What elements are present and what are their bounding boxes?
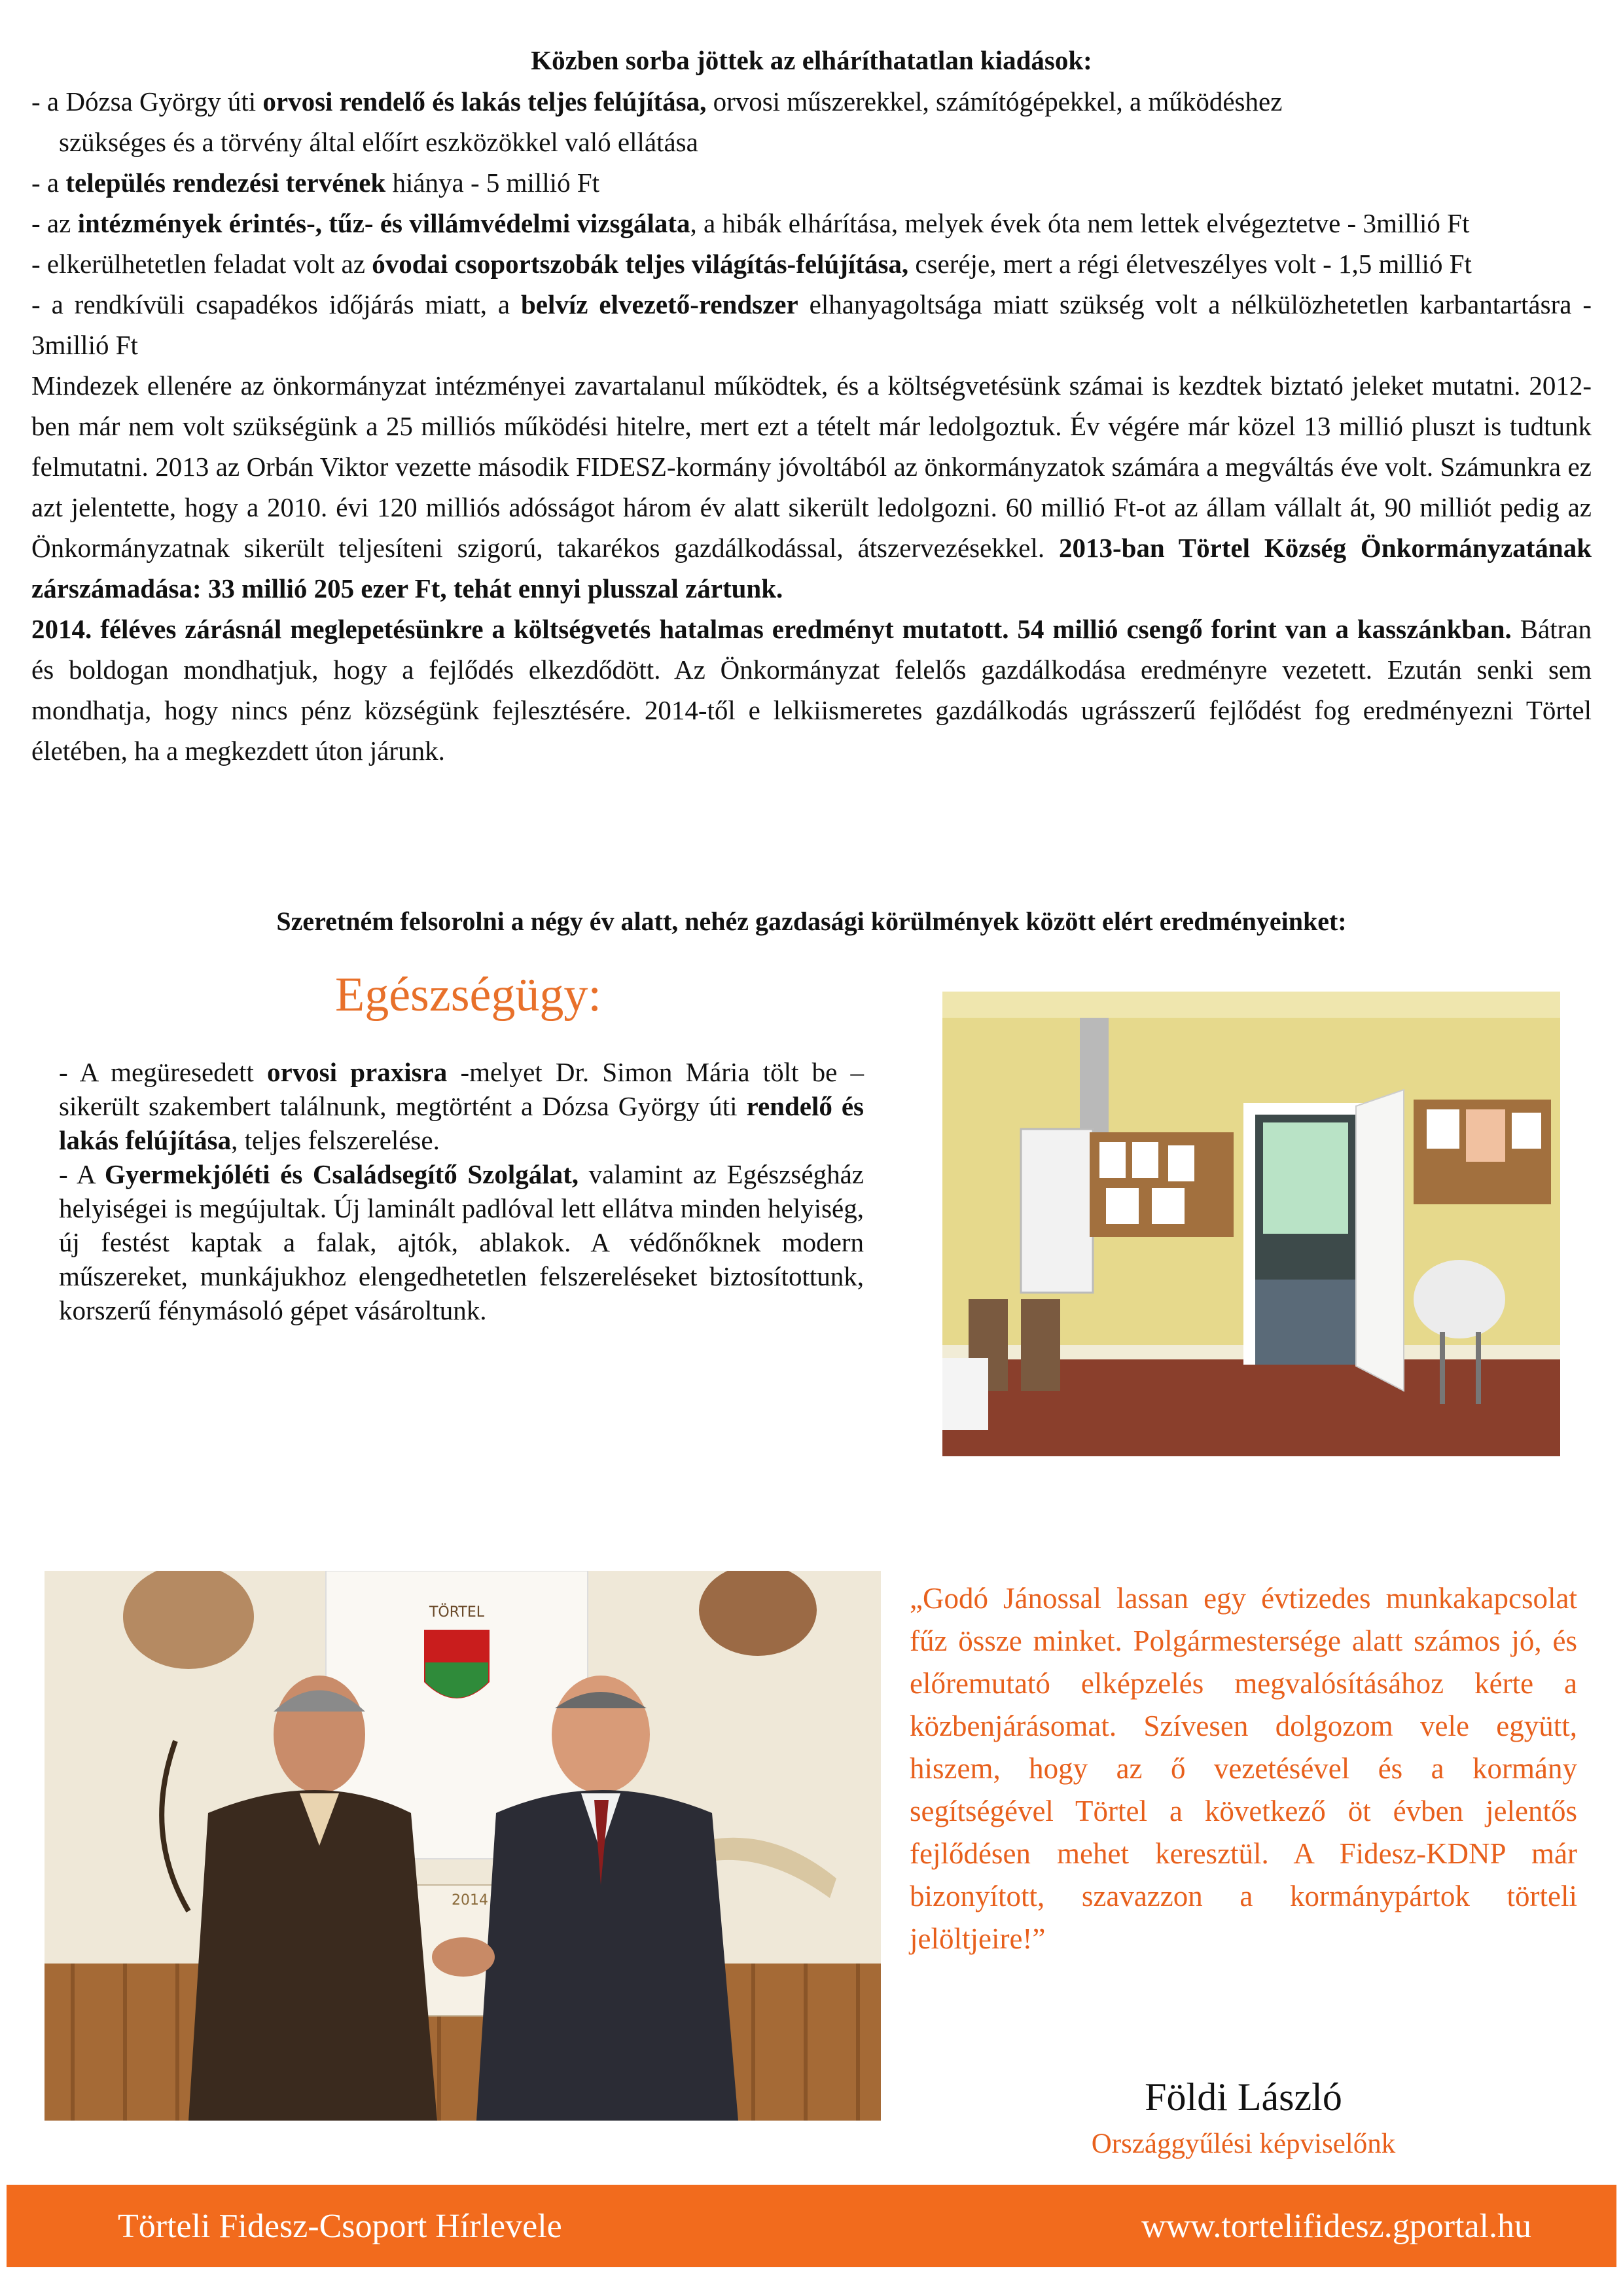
expense-item-safety: - az intézmények érintés-, tűz- és villámvédelmi vizsgálata, a hibák elhárítása, melyek évek óta nem lettek elvégeztetve - 3millió Ft (31, 208, 1470, 238)
calendar-year: 2014 (452, 1892, 488, 1909)
health-item-practice: - A megüresedett orvosi praxisra -melyet Dr. Simon Mária tölt be – sikerült szakembert találnunk, megtörtént a Dózsa György úti rendelő és lakás felújítása, teljes felszerelése. (59, 1057, 864, 1155)
expense-item-lighting: - elkerülhetetlen feladat volt az óvodai csoportszobák teljes világítás-felújítása, cseréje, mert a régi életveszélyes volt - 1,5 millió Ft (31, 249, 1472, 279)
health-text (59, 1055, 864, 1327)
intro-text (31, 81, 1592, 771)
expense-item-plan: - a település rendezési tervének hiánya - 5 millió Ft (31, 168, 600, 198)
expense-item-clinic-cont: szükséges és a törvény által előírt eszközökkel való ellátása (59, 127, 698, 157)
handshake-photo (45, 1571, 881, 2121)
budget-paragraph: Mindezek ellenére az önkormányzat intézményei zavartalanul működtek, és a költségvetésünk számai is kezdtek biztató jeleket mutatni. 2012-ben már nem volt szükségünk a 25 milliós működési hitelre, mert ezt a tételt már ledolgoztuk. Év végére már közel 13 millió pluszt is tudtunk felmutatni. 2013 az Orbán Viktor vezette második FIDESZ-kormány jóvoltából az önkormányzatok számára a megváltás éve volt. Számunkra ez azt jelentette, hogy a 2010. évi 120 milliós adósságot három év alatt sikerült ledolgozni. 60 millió Ft-ot az állam vállalt át, 90 milliót pedig az Önkormányzatnak sikerült teljesíteni szigorú, takarékos gazdálkodással, átszervezésekkel. 2013-ban Törtel Község Önkormányzatának zárszámadása: 33 millió 205 ezer Ft, tehát ennyi plusszal zártunk. (31, 370, 1592, 603)
banner-text: TÖRTEL (429, 1604, 485, 1621)
website-link[interactable]: www.tortelifidesz.gportal.hu (1141, 2208, 1531, 2245)
health-item-services: - A Gyermekjóléti és Családsegítő Szolgálat, valamint az Egészségház helyiségei is megújultak. Új laminált padlóval lett ellátva minden helyiség, új festést kaptak a falak, ajtók, ablakok. A védőnőknek modern műszereket, munkájukhoz elengedhetetlen felszereléseket biztosítottunk, korszerű fénymásoló gépet vásároltunk. (59, 1159, 864, 1325)
expense-item-drainage: - a rendkívüli csapadékos időjárás miatt, a belvíz elvezető-rendszer elhanyagoltsága miatt szükség volt a nélkülözhetetlen karbantartásra - 3millió Ft (31, 289, 1592, 360)
newsletter-title: Törteli Fidesz-Csoport Hírlevele (118, 2208, 562, 2245)
endorsement-quote: „Godó Jánossal lassan egy évtizedes munkakapcsolat fűz össze minket. Polgármestersége alatt számos jó, és előremutató elképzelés megvalósításához kérte a közbenjárásomat. Szívesen dolgozom vele együtt, hiszem, hogy az ő vezetésével és a kormány segítségével Törtel a következő öt évben jelentős fejlődésen mehet keresztül. A Fidesz-KDNP már bizonyított, szavazzon a kormánypártok törteli jelöltjeire!” (910, 1582, 1577, 1955)
intro-heading: Közben sorba jöttek az elháríthatatlan kiadások: (531, 45, 1092, 75)
expense-item-clinic: - a Dózsa György úti orvosi rendelő és lakás teljes felújítása, orvosi műszerekkel, számítógépekkel, a működéshez (31, 86, 1283, 117)
result-paragraph: 2014. féléves zárásnál meglepetésünkre a költségvetés hatalmas eredményt mutatott. 54 millió csengő forint van a kasszánkban. Bátran és boldogan mondhatjuk, hogy a fejlődés elkezdődött. Az Önkormányzat felelős gazdálkodása eredményre vezetett. Ezután senki sem mondhatja, hogy nincs pénz községünk fejlesztésére. 2014-től e lelkiismeretes gazdálkodás ugrásszerű fejlődést fog eredményezni Törtel életében, ha a megkezdett úton járunk. (31, 614, 1592, 766)
results-heading: Szeretném felsorolni a négy év alatt, nehéz gazdasági körülmények között elért eredményeinket: (276, 906, 1347, 936)
quote-author-role: Országgyűlési képviselőnk (1091, 2128, 1396, 2159)
quote-author-name: Földi László (1145, 2075, 1342, 2119)
section-title-health: Egészségügy: (335, 968, 601, 1022)
office-photo (942, 992, 1560, 1456)
